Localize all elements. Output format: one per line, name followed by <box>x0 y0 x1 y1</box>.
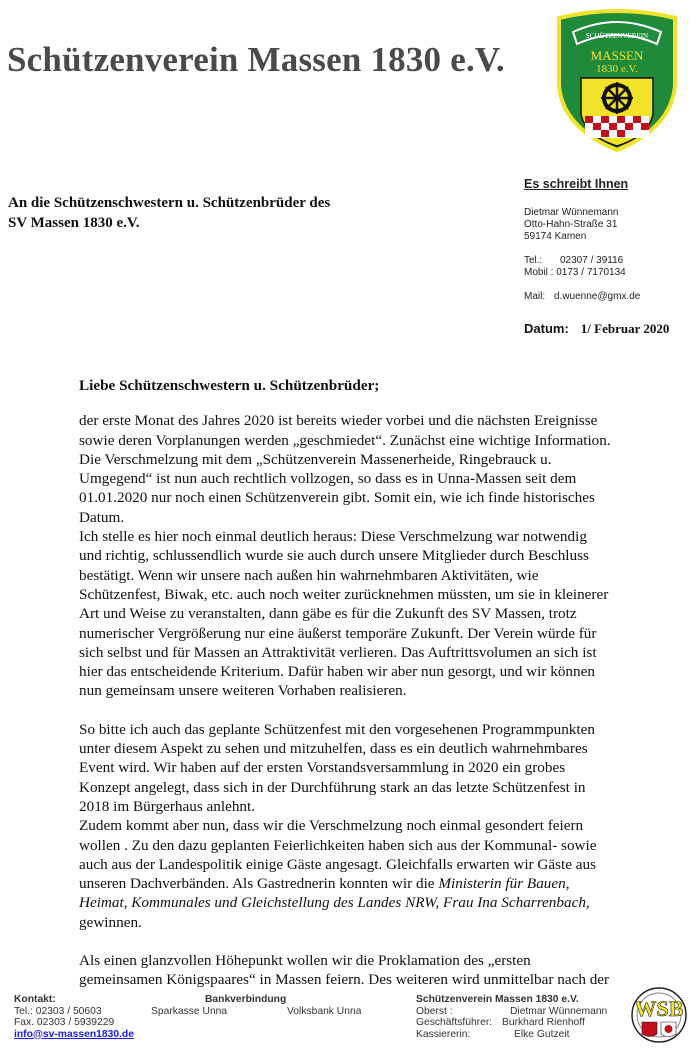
date-line <box>524 320 669 338</box>
crest-line1: MASSEN <box>590 48 644 63</box>
text-line: unter diesem Aspekt zu sehen und mitzuhelfen, dass es ein deutlich wahrnehmbares <box>79 740 588 758</box>
text-line <box>79 893 689 912</box>
contact-label: Kontakt: <box>14 994 56 1005</box>
date-label: Datum: <box>524 321 569 336</box>
sender-block <box>524 178 640 303</box>
salutation: Liebe Schützenschwestern u. Schützenbrüder; <box>79 377 380 394</box>
recipient-line1: An die Schützenschwestern u. Schützenbrüder des <box>8 195 331 211</box>
text-line: gewinnen. <box>79 913 142 931</box>
date-value: 1/ Februar 2020 <box>580 321 670 336</box>
bank-sparkasse: Sparkasse Unna <box>151 1005 228 1017</box>
crest-banner-text: SCHÜTZENVEREIN <box>585 32 649 40</box>
crest-line2: 1830 e.V. <box>596 63 638 75</box>
contact-tel: Tel.: 02303 / 50603 <box>14 1005 102 1017</box>
footer-contact <box>14 994 134 1040</box>
board-row: Geschäftsführer: Burkhard Rienhoff <box>416 1017 585 1028</box>
text-line: 2018 im Bürgerhaus anlehnt. <box>79 797 256 815</box>
text-line: Umgegend“ ist nun auch rechtlich vollzogen, so dass es in Unna-Massen seit dem <box>79 470 577 488</box>
bank-label: Bankverbindung <box>205 994 287 1005</box>
text-line: wollen . Zu den dazu geplanten Feierlichkeiten haben sich aus der Kommunal- sowie <box>79 836 597 854</box>
svg-text:WSB: WSB <box>634 996 684 1021</box>
text-plain: unseren Dachverbänden. Als Gastrednerin konnten wir die <box>79 875 439 893</box>
sender-mail-label: Mail: <box>524 291 546 302</box>
footer-board <box>416 994 607 1040</box>
club-crest-icon <box>551 6 683 152</box>
text-line: Als einen glanzvollen Höhepunkt wollen wir die Proklamation des „ersten <box>79 952 531 970</box>
text-line: sowie deren Vorplanungen werden „geschmiedet“. Zunächst eine wichtige Information. <box>79 431 611 449</box>
paragraph-1 <box>79 411 689 700</box>
sender-street: Otto-Hahn-Straße 31 <box>524 219 618 230</box>
sender-mail[interactable]: d.wuenne@gmx.de <box>554 291 641 302</box>
text-line: Die Verschmelzung mit dem „Schützenverein Massenerheide, Ringebrauck u. <box>79 450 552 468</box>
text-line: Ich stelle es hier noch einmal deutlich heraus: Diese Verschmelzung war notwendig <box>79 528 587 546</box>
footer <box>0 990 700 1048</box>
text-line: So bitte ich auch das geplante Schützenfest mit den vorgesehenen Programmpunkten <box>79 720 595 738</box>
text-line: sich selbst und für Massen an Attraktivität verlieren. Das Auftrittsvolumen an sich ist <box>79 643 597 661</box>
text-line: 01.01.2020 nur noch einen Schützenverein gibt. Somit ein, wie ich finde historisches <box>79 489 595 507</box>
text-line: nun gemeinsam unsere weiteren Vorhaben realisieren. <box>79 682 407 700</box>
association-logo-icon <box>628 982 690 1044</box>
text-line: und richtig, schlussendlich wurde sie auch durch unsere Mitglieder durch Beschluss <box>79 547 589 565</box>
text-line: numerischer Vergrößerung nur eine äußerst temporäre Zukunft. Der Verein würde für <box>79 624 597 642</box>
text-line: gemeinsamen Königspaares“ in Massen feiern. Des weiteren wird unmittelbar nach der <box>79 971 610 989</box>
bank-volksbank: Volksbank Unna <box>287 1005 362 1017</box>
paragraph-2 <box>79 720 689 932</box>
text-line: Konzept angelegt, dass sich in der Durchführung stark an das letzte Schützenfest in <box>79 778 586 796</box>
sender-name: Dietmar Wünnemann <box>524 207 619 218</box>
sender-city: 59174 Kamen <box>524 231 587 242</box>
sender-mobil-label: Mobil : <box>524 267 554 278</box>
text-line: Event wird. Wir haben auf der ersten Vorstandsversammlung in 2020 ein grobes <box>79 759 566 777</box>
text-line: hier das entscheidende Kriterium. Dafür haben wir aber nun gesorgt, und wir können <box>79 663 595 681</box>
text-line: Schützenfest, Biwak, etc. auch noch weiter zurücknehmen müssten, um sie in kleinerer <box>79 585 609 603</box>
sender-tel-label: Tel.: <box>524 255 543 266</box>
text-line: Zudem kommt aber nun, dass wir die Verschmelzung noch einmal gesondert feiern <box>79 817 584 835</box>
contact-fax: Fax. 02303 / 5939229 <box>14 1017 115 1028</box>
board-row: Oberst : Dietmar Wünnemann <box>416 1005 608 1017</box>
text-line: auch aus der Landespolitik einige Gäste angesagt. Gleichfalls erwarten wir Gäste aus <box>79 855 597 873</box>
board-org: Schützenverein Massen 1830 e.V. <box>416 994 579 1005</box>
letter-body <box>79 376 689 1009</box>
sender-mobil: 0173 / 7170134 <box>556 267 626 278</box>
text-italic-minister: Heimat, Kommunales und Gleichstellung des Landes NRW, Frau Ina Scharrenbach, <box>79 894 590 912</box>
text-italic-minister: Ministerin für Bauen, <box>438 875 570 893</box>
text-line: der erste Monat des Jahres 2020 ist bereits wieder vorbei und die nächsten Ereignisse <box>79 412 598 430</box>
text-line: bestätigt. Wenn wir unsere nach außen hin wahrnehmbaren Aktivitäten, wie <box>79 566 539 584</box>
text-line: Datum. <box>79 508 125 526</box>
recipient-line2: SV Massen 1830 e.V. <box>8 215 140 231</box>
board-row: Kassiererin: Elke Gutzeit <box>416 1028 570 1040</box>
sender-tel: 02307 / 39116 <box>560 255 624 266</box>
recipient-block <box>8 193 330 233</box>
paragraph-3 <box>79 951 689 990</box>
contact-email-link[interactable]: info@sv-massen1830.de <box>14 1028 134 1040</box>
text-line <box>79 874 689 893</box>
sender-heading: Es schreibt Ihnen <box>524 177 629 191</box>
club-title: Schützenverein Massen 1830 e.V. <box>7 40 505 79</box>
text-line: Art und Weise zu veranstalten, dann gäbe es für die Zukunft des SV Massen, trotz <box>79 605 577 623</box>
